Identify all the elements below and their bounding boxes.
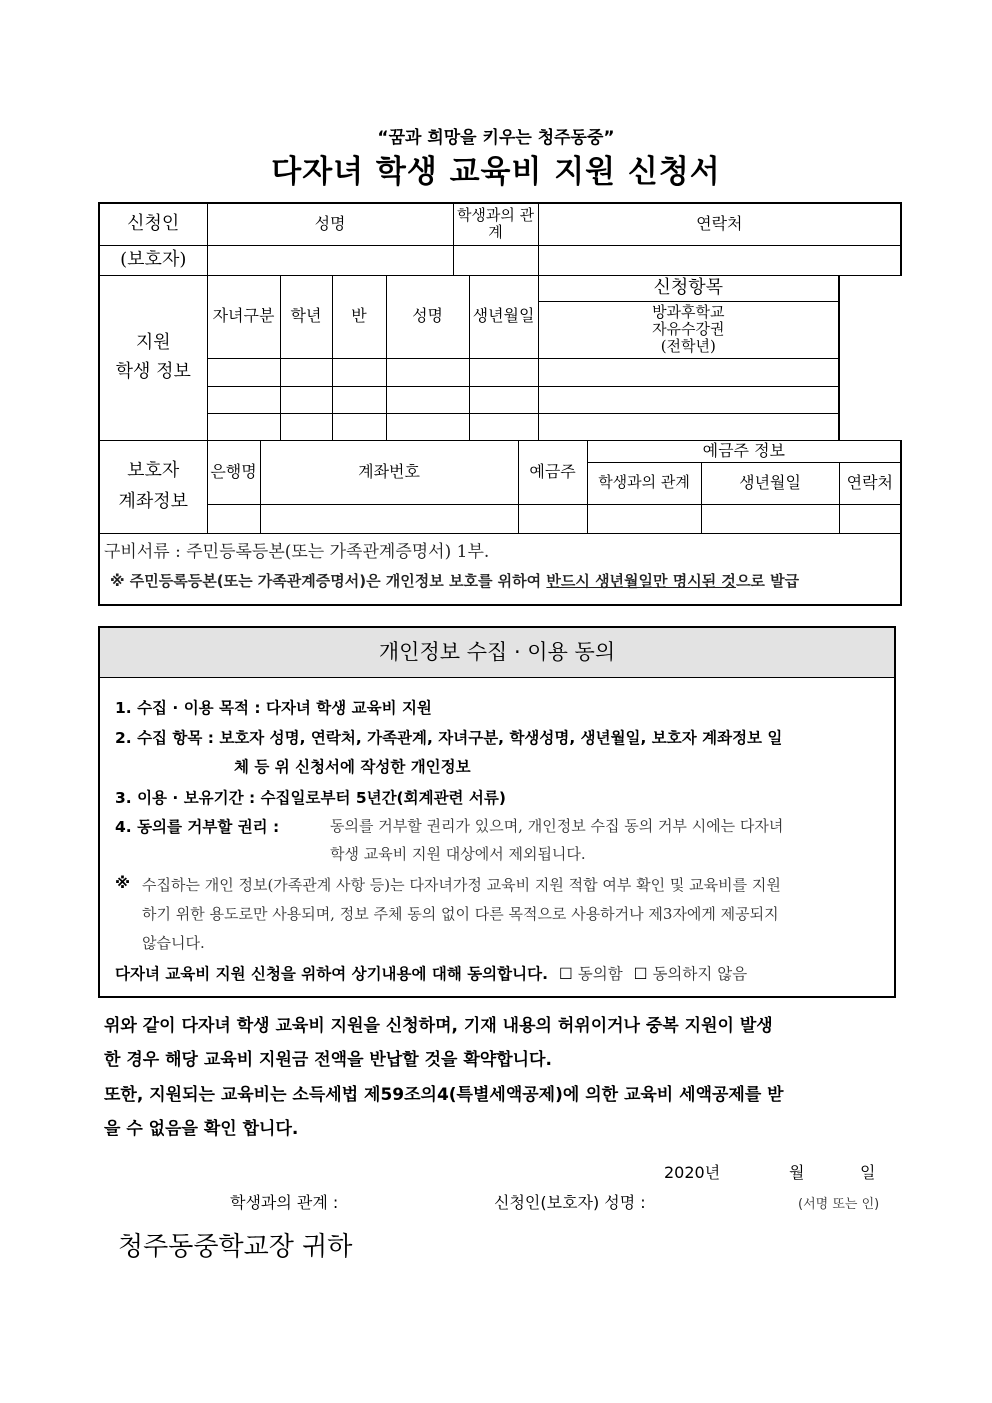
consent-item-1: 1. 수집 · 이용 목적 : 다자녀 학생 교육비 지원 [115, 699, 432, 717]
notice-text-3: 않습니다. [142, 934, 205, 952]
student-cell[interactable] [538, 413, 839, 440]
sign-day: 일 [860, 1163, 876, 1182]
application-table [98, 202, 902, 606]
account-number-header: 계좌번호 [260, 440, 518, 504]
applicant-contact-input[interactable] [538, 245, 901, 275]
holder-relation-header: 학생과의 관계 [587, 462, 701, 504]
form-title: 다자녀 학생 교육비 지원 신청서 [271, 154, 721, 190]
consent-item-3: 3. 이용 · 보유기간 : 수집일로부터 5년간(회계관련 서류) [115, 789, 506, 807]
pledge-line-4: 을 수 없음을 확인 합니다. [104, 1119, 299, 1139]
student-cell[interactable] [538, 386, 839, 413]
consent-item-2-cont: 체 등 위 신청서에 작성한 개인정보 [234, 758, 471, 776]
pledge-line-3: 또한, 지원되는 교육비는 소득세법 제59조의4(특별세액공제)에 의한 교육비 세액공제를 받 [104, 1085, 784, 1105]
holder-relation-input[interactable] [587, 504, 701, 533]
sign-year: 2020년 [664, 1163, 721, 1182]
sign-month: 월 [789, 1163, 805, 1182]
consent-item-4-text: 동의를 거부할 권리가 있으며, 개인정보 수집 동의 거부 시에는 다자녀 [330, 817, 784, 835]
class-header: 반 [332, 275, 386, 358]
sign-hint: (서명 또는 인) [798, 1197, 880, 1212]
student-cell[interactable] [469, 413, 538, 440]
student-cell[interactable] [280, 413, 332, 440]
holder-header: 예금주 [518, 440, 587, 504]
holder-info-header: 예금주 정보 [587, 440, 901, 462]
apply-item-afterschool: 방과후학교 자유수강권 (전학년) [538, 301, 839, 358]
applicant-relation-header: 학생과의 관계 [453, 203, 538, 245]
consent-title: 개인정보 수집 · 이용 동의 [100, 628, 894, 678]
holder-birthdate-header: 생년월일 [701, 462, 839, 504]
student-cell[interactable] [469, 358, 538, 386]
account-number-input[interactable] [260, 504, 518, 533]
pledge-line-1: 위와 같이 다자녀 학생 교육비 지원을 신청하며, 기재 내용의 허위이거나 중복 지원이 발생 [104, 1016, 773, 1036]
student-cell[interactable] [469, 386, 538, 413]
bank-input[interactable] [207, 504, 260, 533]
student-cell[interactable] [332, 358, 386, 386]
bank-header: 은행명 [207, 440, 260, 504]
disagree-label: 동의하지 않음 [652, 965, 748, 983]
student-cell[interactable] [207, 386, 280, 413]
applicant-name-input[interactable] [207, 245, 453, 275]
holder-contact-header: 연락처 [839, 462, 901, 504]
pledge-line-2: 한 경우 해당 교육비 지원금 전액을 반납할 것을 확약합니다. [104, 1050, 552, 1070]
student-cell[interactable] [386, 358, 469, 386]
applicant-sign-label: 신청인(보호자) 성명 : [494, 1193, 646, 1212]
student-cell[interactable] [386, 386, 469, 413]
agree-row [115, 962, 747, 984]
agree-label: 동의함 [577, 965, 623, 983]
account-label: 보호자 계좌정보 [99, 440, 207, 533]
student-cell[interactable] [332, 386, 386, 413]
student-name-header: 성명 [386, 275, 469, 358]
consent-item-4-text-cont: 학생 교육비 지원 대상에서 제외됩니다. [330, 845, 586, 863]
grade-header: 학년 [280, 275, 332, 358]
recipient: 청주동중학교장 귀하 [118, 1232, 353, 1262]
notice-mark: ※ [115, 874, 131, 892]
apply-item-header: 신청항목 [538, 275, 839, 301]
notice-text-1: 수집하는 개인 정보(가족관계 사항 등)는 다자녀가정 교육비 지원 적합 여부 확인 및 교육비를 지원 [142, 876, 781, 894]
holder-input[interactable] [518, 504, 587, 533]
student-cell[interactable] [280, 358, 332, 386]
required-documents [99, 533, 901, 605]
applicant-label: 신청인 [99, 203, 207, 245]
required-documents-text: 구비서류 : 주민등록등본(또는 가족관계증명서) 1부. [104, 542, 490, 563]
privacy-consent-box [98, 626, 896, 998]
applicant-contact-header: 연락처 [538, 203, 901, 245]
child-type-header: 자녀구분 [207, 275, 280, 358]
student-cell[interactable] [280, 386, 332, 413]
agree-statement: 다자녀 교육비 지원 신청을 위하여 상기내용에 대해 동의합니다. [115, 965, 548, 983]
consent-item-2: 2. 수집 항목 : 보호자 성명, 연락처, 가족관계, 자녀구분, 학생성명, 생년월일, 보호자 계좌정보 일 [115, 729, 783, 747]
disagree-checkbox[interactable]: ☐ [633, 965, 648, 983]
notice-text-2: 하기 위한 용도로만 사용되며, 정보 주체 동의 없이 다른 목적으로 사용하거나 제3자에게 제공되지 [142, 905, 779, 923]
agree-checkbox[interactable]: ☐ [558, 965, 573, 983]
holder-birthdate-input[interactable] [701, 504, 839, 533]
applicant-label-sub: (보호자) [99, 245, 207, 275]
student-cell[interactable] [207, 413, 280, 440]
birthdate-header: 생년월일 [469, 275, 538, 358]
student-cell[interactable] [538, 358, 839, 386]
consent-item-4-label: 4. 동의를 거부할 권리 : [115, 818, 280, 836]
student-cell[interactable] [332, 413, 386, 440]
student-cell[interactable] [207, 358, 280, 386]
applicant-name-header: 성명 [207, 203, 453, 245]
student-info-label: 지원 학생 정보 [99, 275, 207, 440]
holder-contact-input[interactable] [839, 504, 901, 533]
student-cell[interactable] [386, 413, 469, 440]
documents-note: ※ 주민등록등본(또는 가족관계증명서)은 개인정보 보호를 위하여 반드시 생년월일만 명시된 것으로 발급 [110, 572, 800, 591]
applicant-relation-input[interactable] [453, 245, 538, 275]
relation-label: 학생과의 관계 : [230, 1193, 339, 1212]
slogan: “꿈과 희망을 키우는 청주동중” [377, 128, 615, 148]
